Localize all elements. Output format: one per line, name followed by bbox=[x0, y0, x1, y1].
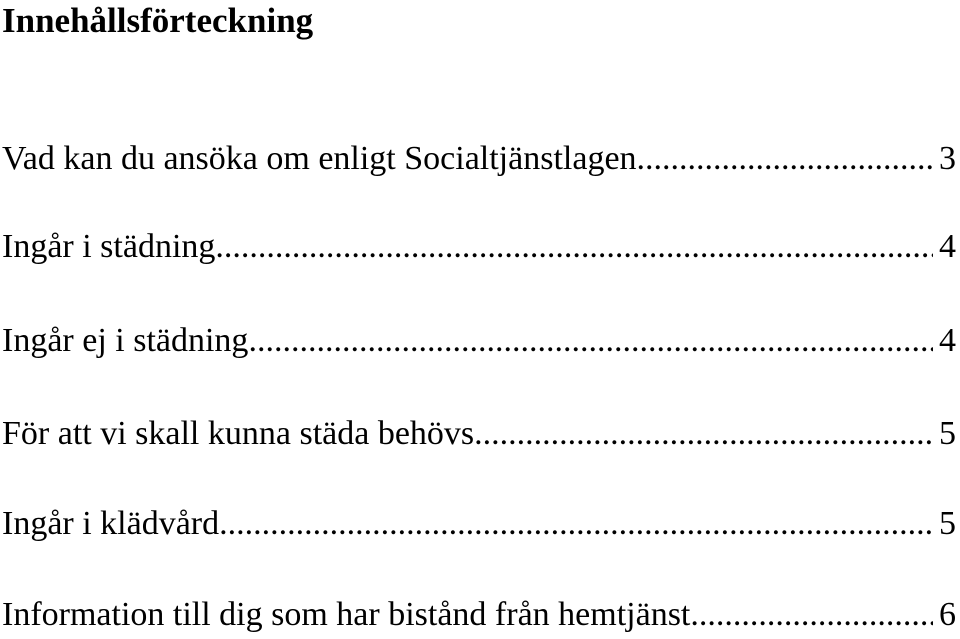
toc-title: Innehållsförteckning bbox=[2, 1, 314, 40]
toc-entry-title: Ingår i klädvård bbox=[2, 505, 220, 542]
toc-entry-page: 4 bbox=[939, 228, 956, 265]
toc-dot-leader bbox=[637, 138, 933, 180]
toc-dot-leader bbox=[215, 226, 933, 268]
toc-entry[interactable] bbox=[2, 138, 956, 180]
toc-dot-leader bbox=[219, 503, 933, 545]
toc-entry[interactable] bbox=[2, 413, 956, 455]
toc-entry-title: Vad kan du ansöka om enligt Socialtjänstlagen bbox=[2, 140, 637, 177]
toc-entry[interactable] bbox=[2, 503, 956, 545]
toc-entry-page: 5 bbox=[939, 505, 956, 542]
toc-dot-leader bbox=[699, 594, 933, 636]
toc-entry-title: Information till dig som har bistånd från hemtjänst. bbox=[2, 596, 699, 633]
toc-entry-page: 6 bbox=[939, 596, 956, 633]
toc-entry-title: Ingår ej i städning bbox=[2, 322, 249, 359]
toc-entry[interactable] bbox=[2, 320, 956, 362]
toc-dot-leader bbox=[474, 413, 933, 455]
toc-entry-page: 5 bbox=[939, 415, 956, 452]
toc-entry[interactable] bbox=[2, 594, 956, 636]
toc-entry[interactable] bbox=[2, 226, 956, 268]
toc-entry-title: Ingår i städning bbox=[2, 228, 216, 265]
toc-entry-title: För att vi skall kunna städa behövs bbox=[2, 415, 475, 452]
toc-entry-page: 3 bbox=[939, 140, 956, 177]
toc-entry-page: 4 bbox=[939, 322, 956, 359]
toc-dot-leader bbox=[248, 320, 933, 362]
